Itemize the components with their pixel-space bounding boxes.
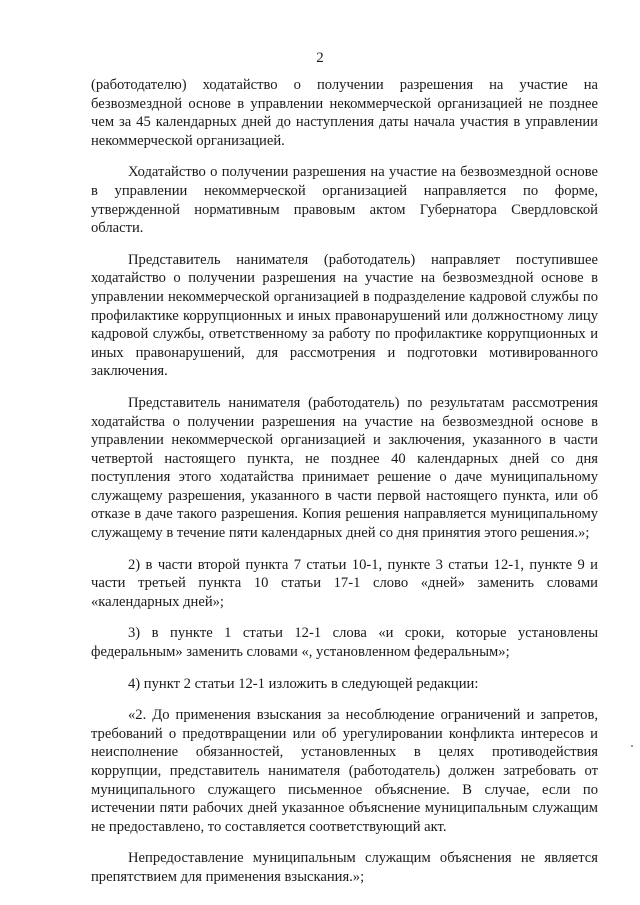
page-number: 2	[316, 50, 324, 66]
amendment-item-2: 2) в части второй пункта 7 статьи 10-1, пункте 3 статьи 12-1, пункте 9 и части третьей пункта 10 статьи 17-1 слово «дней» заменить словами «календарных дней»;	[91, 556, 598, 610]
paragraph: (работодателю) ходатайство о получении разрешения на участие на безвозмездной основе в управлении некоммерческой организацией не позднее чем за 45 календарных дней до наступления даты начала участия в управлении некоммерческой организацией.	[91, 77, 598, 149]
scan-speck	[631, 745, 633, 747]
paragraph: Представитель нанимателя (работодатель) по результатам рассмотрения ходатайства о получении разрешения на участие на безвозмездной основе в управлении некоммерческой организацией и заключения, указанного в части четвертой настоящего пункта, не позднее 40 календарных дней со дня поступления этого ходатайства принимает решение о даче муниципальному служащему разрешения, указанного в части первой настоящего пункта, или об отказе в даче такого разрешения. Копия решения направляется муниципальному служащему в течение пяти календарных дней со дня принятия этого решения.»;	[91, 394, 598, 542]
quoted-paragraph: «2. До применения взыскания за несоблюдение ограничений и запретов, требований о предотвращении или об урегулировании конфликта интересов и неисполнение обязанностей, установленных в целях противодействия коррупции, представитель нанимателя (работодатель) должен затребовать от муниципального служащего письменное объяснение. В случае, если по истечении пяти рабочих дней указанное объяснение муниципальным служащим не предоставлено, то составляется соответствующий акт.	[91, 707, 598, 835]
paragraph: Ходатайство о получении разрешения на участие на безвозмездной основе в управлении некоммерческой организацией направляется по форме, утвержденной нормативным правовым актом Губернатора Свердловской области.	[91, 164, 598, 237]
document-body	[91, 76, 598, 887]
paragraph: Представитель нанимателя (работодатель) направляет поступившее ходатайство о получении разрешения на участие на безвозмездной основе в управлении некоммерческой организацией в подразделение кадровой службы по профилактике коррупционных и иных правонарушений или должностному лицу кадровой службы, ответственному за работу по профилактике коррупционных и иных правонарушений, для рассмотрения и подготовки мотивированного заключения.	[91, 251, 598, 380]
amendment-item-4: 4) пункт 2 статьи 12-1 изложить в следующей редакции:	[128, 675, 479, 692]
quoted-paragraph: Непредоставление муниципальным служащим объяснения не является препятствием для применения взыскания.»;	[91, 850, 598, 885]
amendment-item-3: 3) в пункте 1 статьи 12-1 слова «и сроки, которые установлены федеральным» заменить словами «, установленном федеральным»;	[91, 625, 598, 661]
